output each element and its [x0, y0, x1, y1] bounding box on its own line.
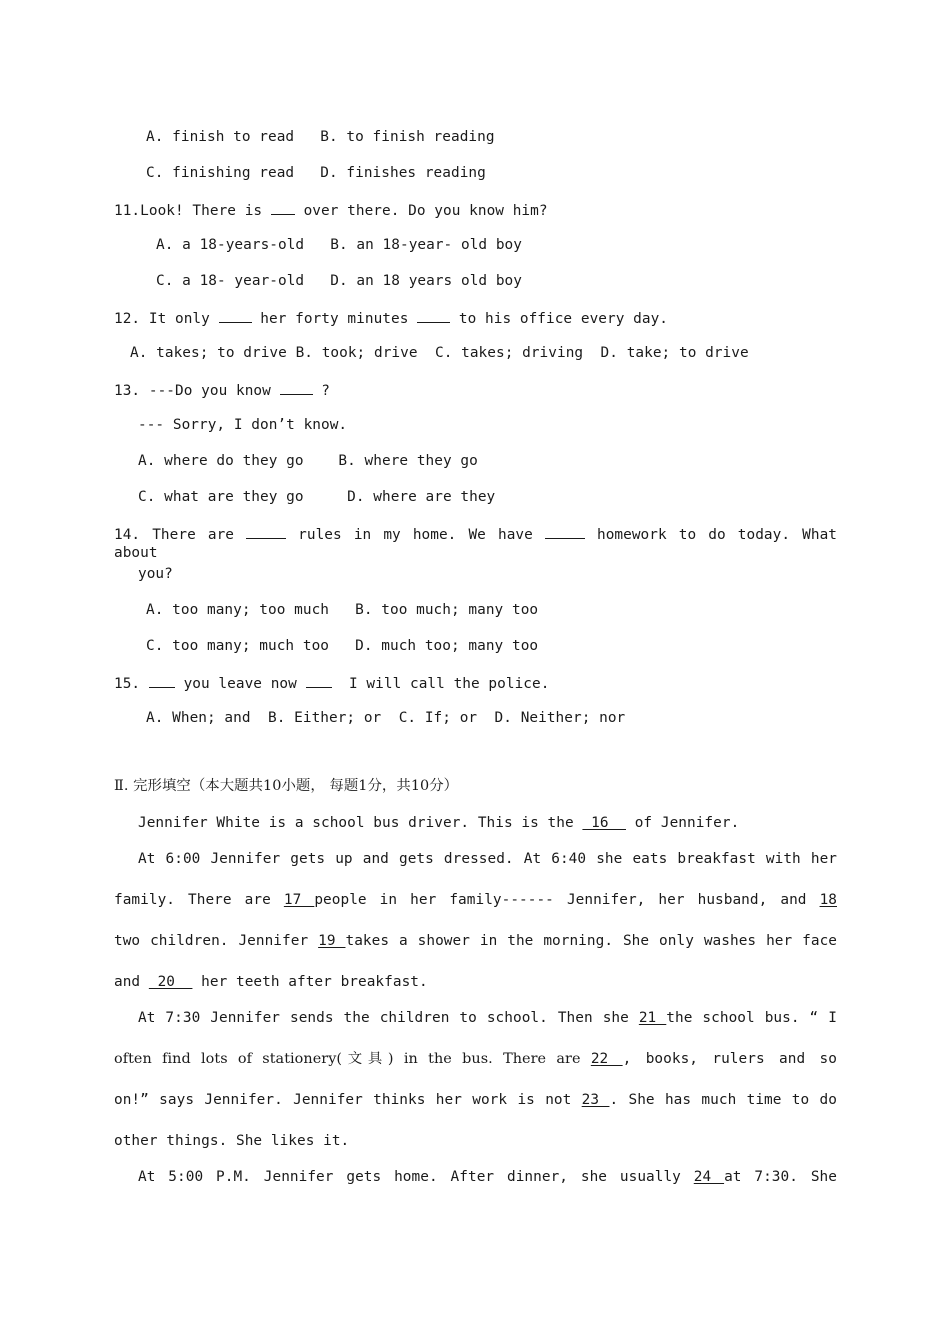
- q13-stem-start: 13. ---Do you know: [114, 383, 280, 399]
- q12-stem-end: to his office every day.: [450, 311, 669, 327]
- cloze-p2-line-3: [114, 932, 837, 950]
- cloze-p3-l1-end: the school bus. “ I: [666, 1010, 837, 1026]
- q13-options-line-1: A. where do they go B. where they go: [138, 453, 478, 469]
- cloze-blank-21: 21: [638, 1010, 667, 1026]
- q14-blank-2: [545, 524, 585, 539]
- cloze-p2-line-1: At 6:00 Jennifer gets up and gets dressed. At 6:40 she eats breakfast with her: [138, 851, 837, 867]
- q12-options: A. takes; to drive B. took; drive C. takes; driving D. take; to drive: [130, 345, 749, 361]
- q11-stem-end: over there. Do you know him?: [294, 203, 548, 219]
- q10-options-line-1: A. finish to read B. to finish reading: [146, 129, 495, 145]
- cloze-p3-line-2: [114, 1050, 837, 1068]
- q15-stem-start: 15.: [114, 676, 149, 692]
- cloze-p3-l3-start: on!” says Jennifer. Jennifer thinks her work is not: [114, 1092, 582, 1108]
- q11-blank: [271, 200, 295, 215]
- cloze-p2-l2-start: family. There are: [114, 892, 284, 908]
- cloze-blank-20: 20: [148, 974, 193, 990]
- cloze-p2-l2-mid: people in her family------ Jennifer, her husband, and: [314, 892, 820, 908]
- section-2-heading: Ⅱ. 完形填空（本大题共10小题， 每题1分，共10分）: [114, 778, 459, 794]
- cloze-p4-l1-end: at 7:30. She: [724, 1169, 837, 1185]
- q14-stem-start: 14. There are: [114, 527, 247, 543]
- cloze-p3-l3-end: . She has much time to do: [609, 1092, 837, 1108]
- q14-stem-continued: you?: [138, 566, 173, 582]
- q13-stem: [114, 380, 330, 400]
- q14-stem-mid: rules in my home. We have: [286, 527, 545, 543]
- q15-options: A. When; and B. Either; or C. If; or D. Neither; nor: [146, 710, 626, 726]
- cloze-p2-line-4: [114, 973, 428, 991]
- q14-options-line-1: A. too many; too much B. too much; many too: [146, 602, 539, 618]
- cloze-p3-line-1: [138, 1009, 837, 1027]
- q14-options-line-2: C. too many; much too D. much too; many too: [146, 638, 539, 654]
- q15-blank-1: [149, 673, 175, 688]
- q11-stem: [114, 200, 548, 220]
- q13-stem-end: ?: [312, 383, 331, 399]
- q15-stem: [114, 673, 549, 693]
- cloze-p4-line-1: [138, 1168, 837, 1186]
- q12-blank-1: [219, 308, 252, 323]
- cloze-p3-l1-start: At 7:30 Jennifer sends the children to school. Then she: [138, 1010, 639, 1026]
- q15-blank-2: [306, 673, 332, 688]
- cloze-p2-l3-end: takes a shower in the morning. She only washes her face: [345, 933, 838, 949]
- q12-stem: [114, 308, 668, 328]
- q11-options-line-2: C. a 18- year-old D. an 18 years old boy: [156, 273, 522, 289]
- cloze-blank-19: 19: [318, 933, 346, 949]
- q13-reply: --- Sorry, I don’t know.: [138, 417, 348, 433]
- cloze-p1-start: Jennifer White is a school bus driver. This is the: [138, 815, 583, 831]
- q15-stem-mid: you leave now: [174, 676, 306, 692]
- cloze-blank-23: 23: [581, 1092, 610, 1108]
- cloze-p2-l3-start: two children. Jennifer: [114, 933, 319, 949]
- q14-stem: [114, 524, 837, 562]
- cloze-blank-24: 24: [693, 1169, 725, 1185]
- cloze-p1-end: of Jennifer.: [626, 815, 740, 831]
- cloze-p3-l2-end: , books, rulers and so: [622, 1051, 837, 1067]
- cloze-p2-l4-start: and: [114, 974, 149, 990]
- q13-blank: [280, 380, 313, 395]
- cloze-p3-l2-start: often find lots of stationery(文具) in the bus. There are: [114, 1051, 591, 1067]
- cloze-blank-16: 16: [582, 815, 626, 831]
- q14-stem-end: homework to do today. What about: [114, 527, 837, 561]
- q13-options-line-2: C. what are they go D. where are they: [138, 489, 496, 505]
- cloze-paragraph-1: [138, 814, 739, 832]
- cloze-p2-l4-end: her teeth after breakfast.: [192, 974, 428, 990]
- q12-blank-2: [417, 308, 450, 323]
- q11-stem-start: 11.Look! There is: [114, 203, 271, 219]
- cloze-p3-line-4: other things. She likes it.: [114, 1133, 350, 1149]
- q15-stem-end: I will call the police.: [331, 676, 550, 692]
- cloze-blank-18: 18: [819, 892, 837, 908]
- cloze-p4-l1-start: At 5:00 P.M. Jennifer gets home. After dinner, she usually: [138, 1169, 694, 1185]
- cloze-blank-22: 22: [590, 1051, 623, 1067]
- q12-stem-mid: her forty minutes: [251, 311, 418, 327]
- cloze-p3-line-3: [114, 1091, 837, 1109]
- cloze-p2-line-2: [114, 891, 837, 909]
- q14-blank-1: [246, 524, 286, 539]
- q12-stem-start: 12. It only: [114, 311, 219, 327]
- q10-options-line-2: C. finishing read D. finishes reading: [146, 165, 486, 181]
- cloze-blank-17: 17: [283, 892, 315, 908]
- q11-options-line-1: A. a 18-years-old B. an 18-year- old boy: [156, 237, 522, 253]
